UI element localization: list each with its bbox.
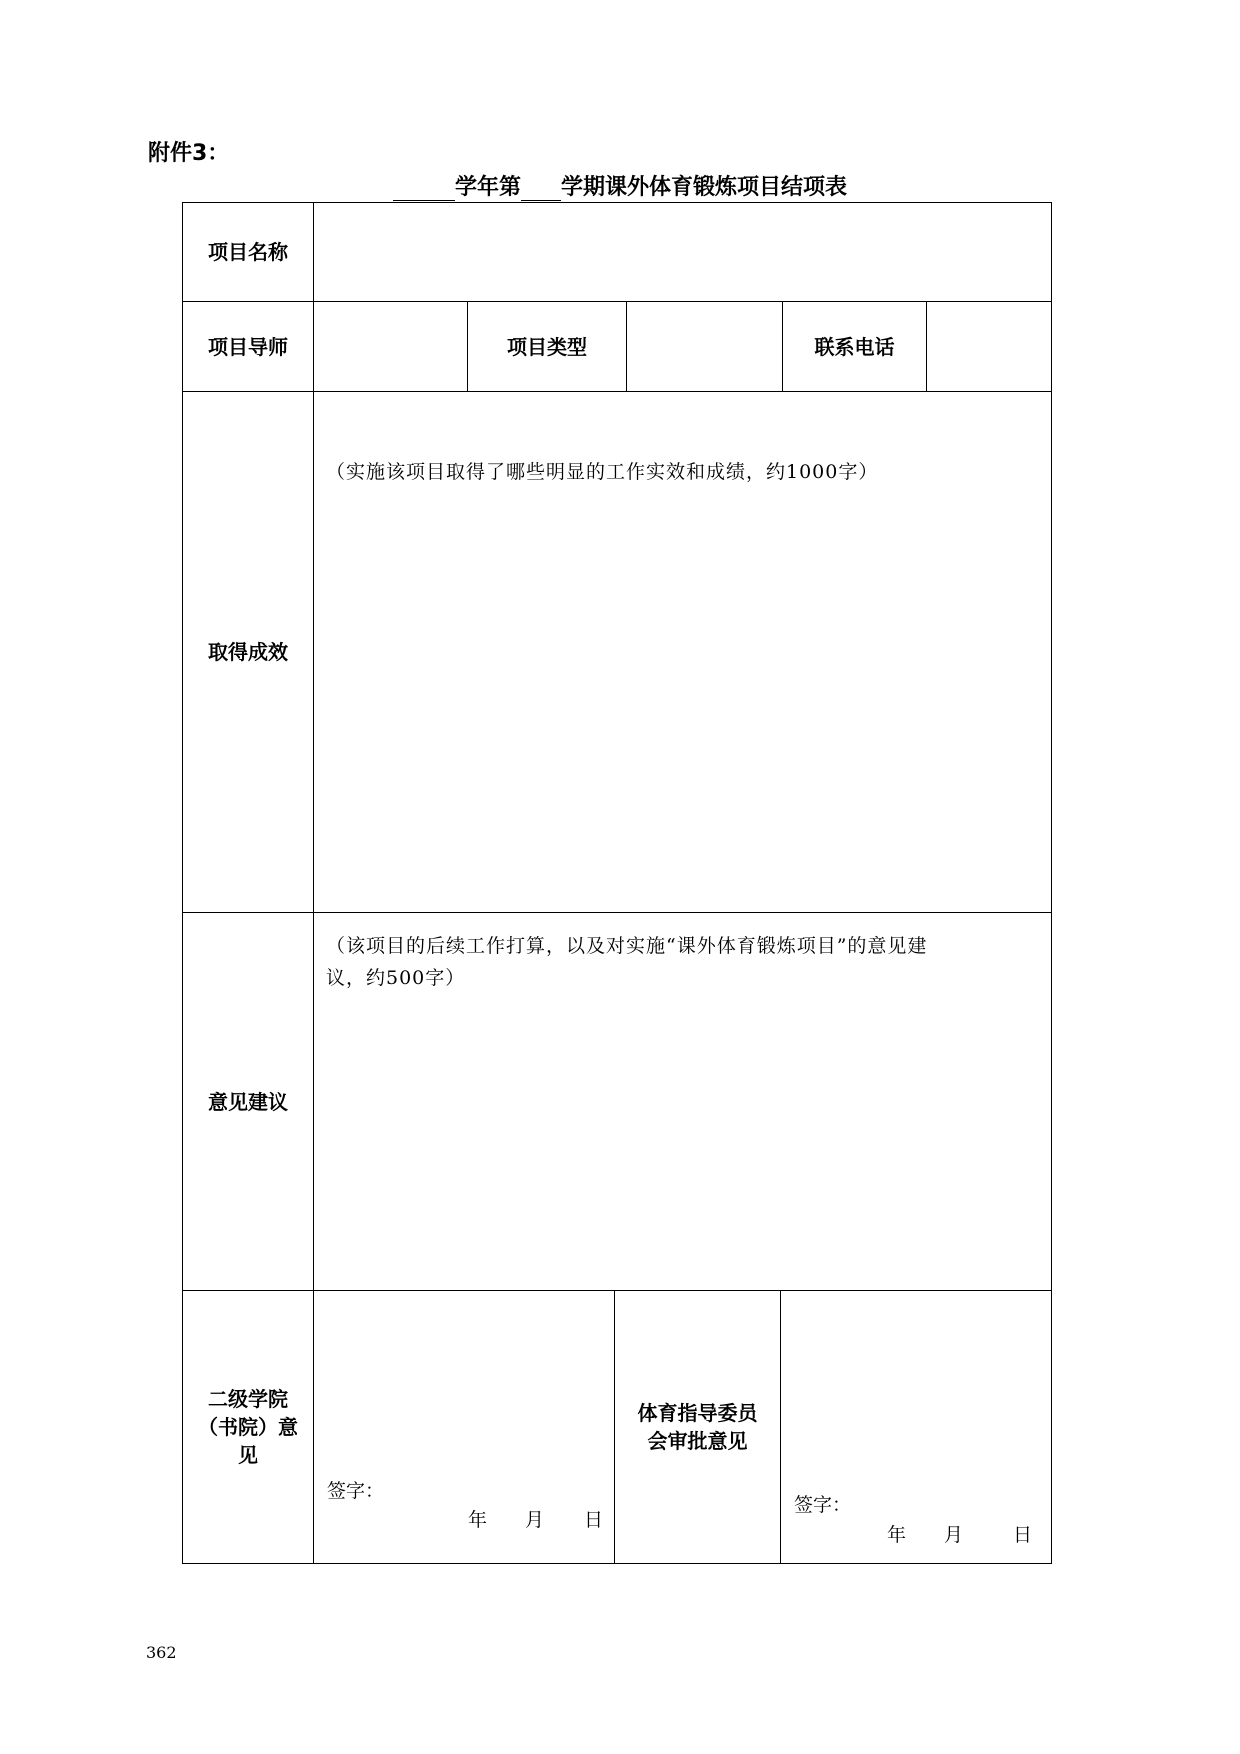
page-number: 362: [146, 1643, 177, 1662]
committee-sign-label: 签字：: [794, 1494, 852, 1516]
suggestions-hint-line2: 议，约500字）: [326, 967, 466, 989]
suggestions-label: [182, 912, 314, 1291]
college-label-line1: 二级学院: [208, 1387, 288, 1411]
attachment-label: 附件3：: [148, 141, 230, 166]
results-label-text: 取得成效: [208, 640, 288, 664]
college-opinion-label: [182, 1290, 314, 1564]
phone-label-text: 联系电话: [814, 334, 895, 359]
committee-opinion-field[interactable]: [780, 1290, 1052, 1564]
title-part2: 学期课外体育锻炼项目结项表: [561, 175, 848, 200]
committee-label-line1: 体育指导委员: [637, 1401, 758, 1425]
semester-blank[interactable]: [521, 178, 561, 201]
type-field[interactable]: [626, 301, 783, 392]
committee-label-line2: 会审批意见: [647, 1429, 748, 1453]
project-name-field[interactable]: [313, 202, 1052, 302]
college-sign-label: 签字：: [327, 1480, 385, 1502]
college-month: 月: [525, 1509, 545, 1531]
results-hint: （实施该项目取得了哪些明显的工作实效和成绩，约1000字）: [326, 461, 879, 483]
advisor-label: [182, 301, 314, 392]
year-blank[interactable]: [393, 178, 455, 201]
title-part1: 学年第: [454, 175, 521, 200]
college-year: 年: [468, 1509, 488, 1531]
phone-label: [782, 301, 927, 392]
committee-opinion-label: [614, 1290, 781, 1564]
project-name-label-text: 项目名称: [208, 240, 288, 264]
phone-field[interactable]: [926, 301, 1052, 392]
form-title: [0, 170, 1240, 201]
college-opinion-field[interactable]: [313, 1290, 615, 1564]
project-name-label: [182, 202, 314, 302]
college-label-line2: （书院）意: [198, 1415, 298, 1439]
type-label: [467, 301, 627, 392]
advisor-label-text: 项目导师: [208, 334, 288, 359]
committee-year: 年: [887, 1524, 907, 1546]
advisor-field[interactable]: [313, 301, 468, 392]
college-day: 日: [584, 1509, 604, 1531]
committee-month: 月: [944, 1524, 964, 1546]
committee-day: 日: [1013, 1524, 1033, 1546]
college-label-line3: 见: [238, 1443, 258, 1467]
results-label: [182, 391, 314, 913]
suggestions-label-text: 意见建议: [208, 1089, 288, 1114]
suggestions-hint-line1: （该项目的后续工作打算，以及对实施“课外体育锻炼项目”的意见建: [326, 935, 928, 957]
type-label-text: 项目类型: [507, 334, 587, 359]
